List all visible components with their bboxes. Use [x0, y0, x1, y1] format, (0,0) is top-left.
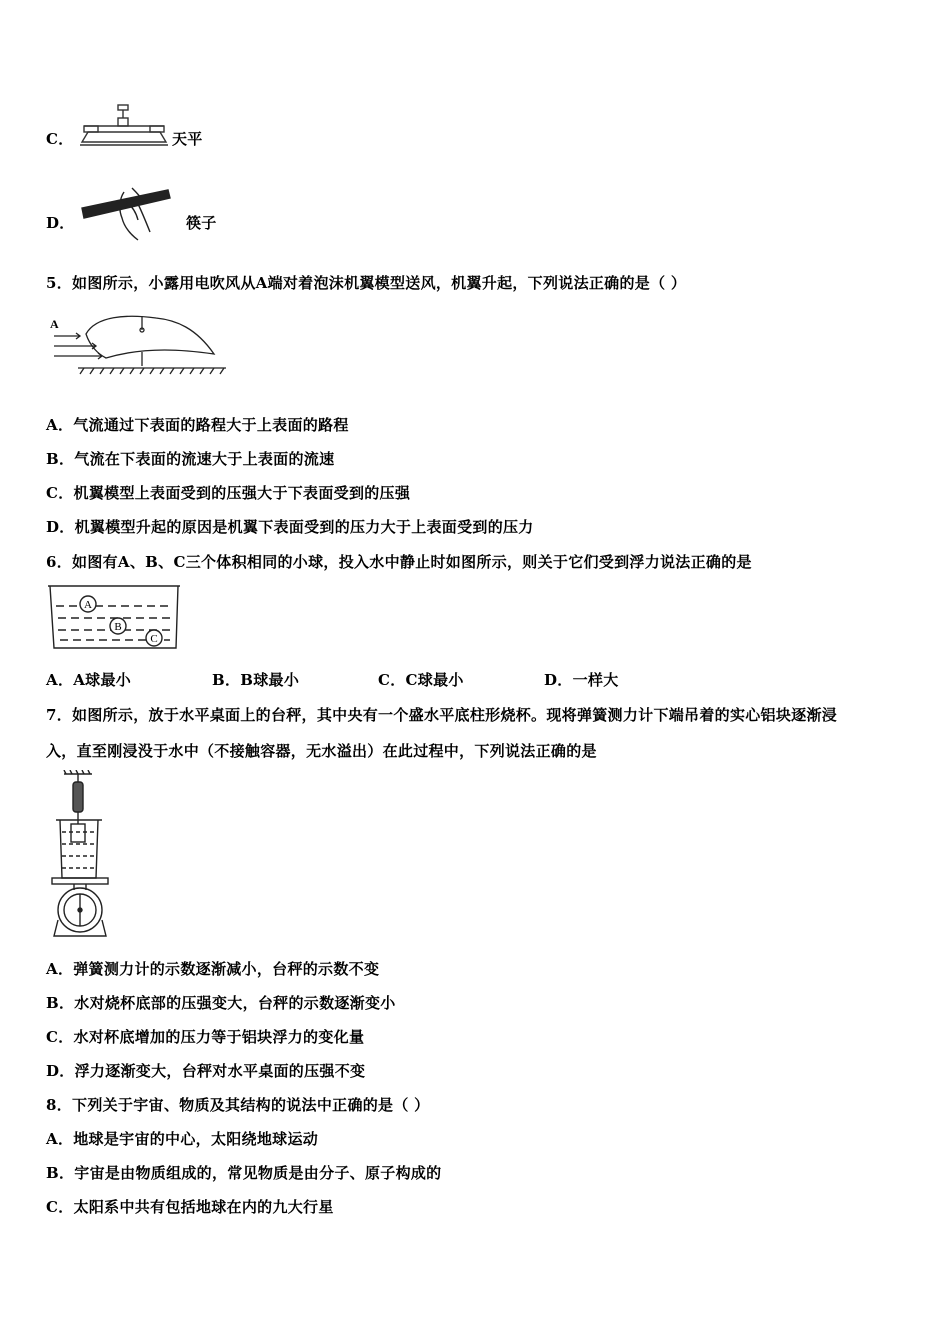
q7-option-d: D．浮力逐渐变大，台秤对水平桌面的压强不变	[46, 1062, 366, 1080]
q5-option-b: B．气流在下表面的流速大于上表面的流速	[46, 450, 335, 468]
q7-stem-line2: 入，直至刚浸没于水中（不接触容器，无水溢出）在此过程中，下列说法正确的是	[46, 742, 597, 760]
q8-stem: 8．下列关于宇宙、物质及其结构的说法中正确的是（ ）	[46, 1096, 430, 1114]
q7-option-b: B．水对烧杯底部的压强变大，台秤的示数逐渐变小	[46, 994, 396, 1012]
q6-option-b: B．B球最小	[212, 671, 300, 689]
q7-option-a: A．弹簧测力计的示数逐渐减小，台秤的示数不变	[46, 960, 380, 978]
q8-option-c: C．太阳系中共有包括地球在内的九大行星	[46, 1198, 334, 1216]
balls-in-water-figure	[46, 582, 182, 652]
wing-model-figure	[46, 306, 234, 378]
q7-option-c: C．水对杯底增加的压力等于铝块浮力的变化量	[46, 1028, 365, 1046]
q6-option-a: A．A球最小	[46, 671, 132, 689]
q6-options	[46, 669, 619, 690]
q5-option-d: D．机翼模型升起的原因是机翼下表面受到的压力大于上表面受到的压力	[46, 518, 534, 536]
q4-option-d-label: D．	[46, 214, 75, 232]
balance-scale-figure	[78, 102, 170, 148]
q6-stem: 6．如图有A、B、C三个体积相同的小球，投入水中静止时如图所示，则关于它们受到浮力说法正确的是	[46, 553, 752, 571]
q8-option-a: A．地球是宇宙的中心，太阳绕地球运动	[46, 1130, 319, 1148]
q5-stem: 5．如图所示，小露用电吹风从A端对着泡沫机翼模型送风，机翼升起，下列说法正确的是（ ）	[46, 274, 687, 292]
q4-option-d-text: 筷子	[186, 214, 217, 232]
q4-option-c-text: 天平	[172, 130, 203, 148]
wing-figure-label-a: A	[50, 317, 59, 331]
ball-label-c: C	[150, 633, 158, 645]
q4-option-c-label: C．	[46, 130, 74, 148]
q5-option-c: C．机翼模型上表面受到的压强大于下表面受到的压强	[46, 484, 411, 502]
q5-option-a: A．气流通过下表面的路程大于上表面的路程	[46, 416, 349, 434]
q7-stem-line1: 7．如图所示，放于水平桌面上的台秤，其中央有一个盛水平底柱形烧杯。现将弹簧测力计下端吊着的实心铝块逐渐浸	[46, 706, 838, 724]
q6-option-d: D．一样大	[544, 671, 619, 689]
spring-scale-beaker-figure	[46, 770, 116, 940]
chopsticks-figure	[80, 182, 172, 246]
ball-label-b: B	[114, 621, 122, 633]
ball-label-a: A	[84, 599, 92, 611]
q6-option-c: C．C球最小	[378, 671, 464, 689]
q8-option-b: B．宇宙是由物质组成的，常见物质是由分子、原子构成的	[46, 1164, 442, 1182]
